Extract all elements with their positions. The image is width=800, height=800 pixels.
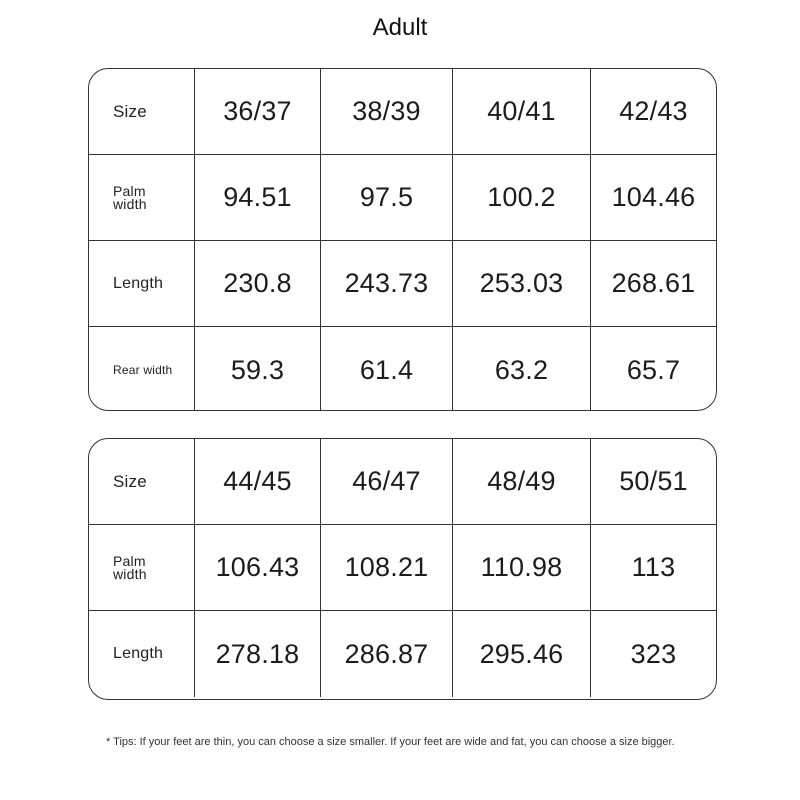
row-label: Palm width bbox=[113, 552, 147, 582]
value-cell: 38/39 bbox=[321, 69, 453, 154]
table-row-palm-width bbox=[89, 525, 716, 611]
size-table-1 bbox=[88, 68, 717, 411]
value-cell: 46/47 bbox=[321, 439, 453, 524]
row-label-cell bbox=[89, 327, 195, 411]
value-cell: 295.46 bbox=[453, 611, 591, 697]
value-cell: 286.87 bbox=[321, 611, 453, 697]
value-cell: 36/37 bbox=[195, 69, 321, 154]
value-cell: 253.03 bbox=[453, 241, 591, 326]
value-cell: 44/45 bbox=[195, 439, 321, 524]
value-cell: 106.43 bbox=[195, 525, 321, 610]
value-cell: 104.46 bbox=[611, 182, 696, 212]
table-row-length bbox=[89, 611, 716, 697]
table-row-size bbox=[89, 69, 716, 155]
value-cell: 268.61 bbox=[611, 268, 696, 298]
row-label: Length bbox=[113, 645, 164, 662]
row-label-cell bbox=[89, 155, 195, 240]
row-label-cell bbox=[89, 241, 195, 326]
value-cell: 61.4 bbox=[321, 327, 453, 411]
value-cell: 59.3 bbox=[195, 327, 321, 411]
value-cell: 63.2 bbox=[453, 327, 591, 411]
value-cell: 42/43 bbox=[619, 96, 688, 126]
row-label-cell bbox=[89, 69, 195, 154]
value-cell: 108.21 bbox=[321, 525, 453, 610]
table-row-size bbox=[89, 439, 716, 525]
table-row-palm-width bbox=[89, 155, 716, 241]
size-table-2 bbox=[88, 438, 717, 700]
value-cell: 278.18 bbox=[195, 611, 321, 697]
value-cell: 94.51 bbox=[195, 155, 321, 240]
value-cell: 230.8 bbox=[195, 241, 321, 326]
value-cell: 40/41 bbox=[453, 69, 591, 154]
value-cell: 48/49 bbox=[453, 439, 591, 524]
value-cell: 323 bbox=[630, 638, 677, 669]
value-cell: 97.5 bbox=[321, 155, 453, 240]
row-label: Palm width bbox=[113, 182, 147, 212]
row-label: Size bbox=[113, 102, 147, 121]
value-cell: 50/51 bbox=[619, 466, 688, 496]
row-label-cell bbox=[89, 525, 195, 610]
row-label: Rear width bbox=[113, 363, 173, 377]
tips-note: * Tips: If your feet are thin, you can choose a size smaller. If your feet are wide and fat, you can choose a size bigger. bbox=[106, 736, 675, 748]
table-row-rear-width bbox=[89, 327, 716, 411]
row-label-cell bbox=[89, 611, 195, 697]
value-cell: 110.98 bbox=[453, 525, 591, 610]
row-label-cell bbox=[89, 439, 195, 524]
value-cell: 113 bbox=[631, 552, 676, 582]
row-label: Length bbox=[113, 274, 164, 292]
table-row-length bbox=[89, 241, 716, 327]
value-cell: 65.7 bbox=[626, 354, 681, 385]
row-label: Size bbox=[113, 472, 147, 491]
value-cell: 100.2 bbox=[453, 155, 591, 240]
page-title: Adult bbox=[372, 14, 428, 41]
value-cell: 243.73 bbox=[321, 241, 453, 326]
